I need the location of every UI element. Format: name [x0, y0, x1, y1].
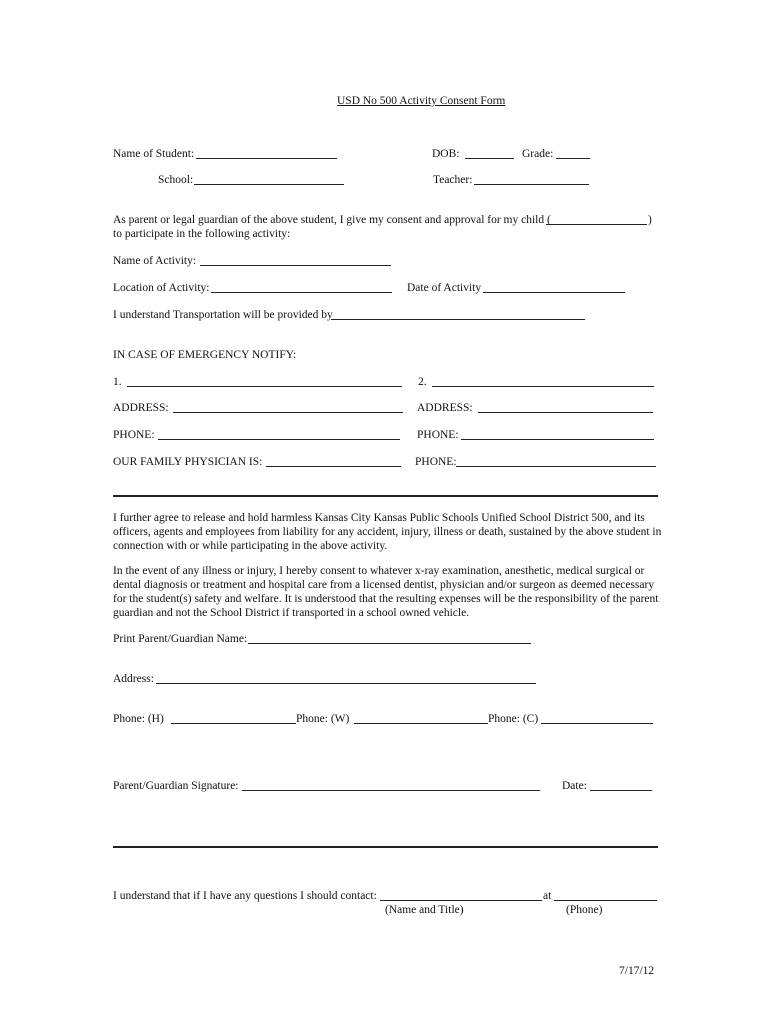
contact-2-label: 2. — [418, 376, 427, 388]
phone-1-label: PHONE: — [113, 429, 155, 441]
name-of-activity-label: Name of Activity: — [113, 255, 197, 267]
physician-phone-field[interactable] — [456, 466, 656, 467]
guardian-address-field[interactable] — [156, 683, 536, 684]
location-of-activity-field[interactable] — [211, 292, 392, 293]
date-of-activity-field[interactable] — [483, 292, 625, 293]
teacher-label: Teacher: — [433, 174, 473, 186]
phone-home-field[interactable] — [171, 723, 296, 724]
location-of-activity-label: Location of Activity: — [113, 282, 210, 294]
dob-label: DOB: — [432, 148, 460, 160]
guardian-address-label: Address: — [113, 673, 154, 685]
form-title: USD No 500 Activity Consent Form — [337, 95, 506, 107]
date-of-activity-label: Date of Activity — [407, 282, 482, 294]
at-label: at — [543, 890, 552, 902]
phone-cell-field[interactable] — [541, 723, 653, 724]
teacher-field[interactable] — [474, 184, 589, 185]
contact-name-field[interactable] — [380, 900, 542, 901]
name-and-title-caption: (Name and Title) — [385, 904, 464, 916]
transportation-label: I understand Transportation will be provided by — [113, 309, 333, 321]
divider-bottom — [113, 846, 658, 848]
address-2-label: ADDRESS: — [417, 402, 473, 414]
child-name-field[interactable] — [546, 224, 647, 225]
school-field[interactable] — [194, 184, 344, 185]
physician-phone-label: PHONE: — [415, 456, 457, 468]
phone-caption: (Phone) — [566, 904, 603, 916]
address-1-label: ADDRESS: — [113, 402, 169, 414]
transportation-field[interactable] — [331, 319, 585, 320]
address-2-field[interactable] — [478, 412, 653, 413]
phone-cell-label: Phone: (C) — [488, 713, 539, 725]
print-name-label: Print Parent/Guardian Name: — [113, 633, 248, 645]
contact-1-field[interactable] — [127, 386, 402, 387]
signature-field[interactable] — [242, 790, 540, 791]
divider-top — [113, 495, 658, 497]
grade-field[interactable] — [556, 158, 590, 159]
print-name-field[interactable] — [248, 643, 531, 644]
phone-work-label: Phone: (W) — [296, 713, 350, 725]
grade-label: Grade: — [522, 148, 554, 160]
phone-home-label: Phone: (H) — [113, 713, 164, 725]
phone-work-field[interactable] — [354, 723, 488, 724]
release-paragraph: I further agree to release and hold harmless Kansas City Kansas Public Schools Unified School District 500, and its officers, agents and employees from liability for any accident, injury, illness or death, sustained by the above student in connection with or while participating in the above activity. — [113, 512, 662, 552]
date-label: Date: — [562, 780, 587, 792]
emergency-heading: IN CASE OF EMERGENCY NOTIFY: — [113, 349, 297, 361]
revision-date: 7/17/12 — [619, 965, 655, 977]
consent-close-paren: ) — [648, 214, 652, 226]
questions-label: I understand that if I have any questions I should contact: — [113, 890, 377, 902]
physician-label: OUR FAMILY PHYSICIAN IS: — [113, 456, 263, 468]
signature-label: Parent/Guardian Signature: — [113, 780, 239, 792]
phone-2-field[interactable] — [461, 439, 654, 440]
contact-phone-field[interactable] — [554, 900, 657, 901]
address-1-field[interactable] — [173, 412, 403, 413]
contact-2-field[interactable] — [432, 386, 654, 387]
physician-field[interactable] — [266, 466, 401, 467]
consent-text-2: to participate in the following activity: — [113, 228, 291, 240]
name-of-student-field[interactable] — [196, 158, 337, 159]
date-field[interactable] — [590, 790, 652, 791]
consent-text: As parent or legal guardian of the above student, I give my consent and approval for my child ( — [113, 214, 551, 226]
phone-2-label: PHONE: — [417, 429, 459, 441]
name-of-student-label: Name of Student: — [113, 148, 195, 160]
contact-1-label: 1. — [113, 376, 122, 388]
name-of-activity-field[interactable] — [200, 265, 391, 266]
school-label: School: — [158, 174, 194, 186]
illness-paragraph: In the event of any illness or injury, I hereby consent to whatever x-ray examination, anesthetic, medical surgical or dental diagnosis or treatment and hospital care from a licensed dentist, physician and/or surgeon as deemed necessary for the student(s) safety and welfare. It is understood that the resulting expenses will be the responsibility of the parent guardian and not the School District if transported in a school owned vehicle. — [113, 565, 659, 619]
dob-field[interactable] — [465, 158, 514, 159]
phone-1-field[interactable] — [158, 439, 400, 440]
